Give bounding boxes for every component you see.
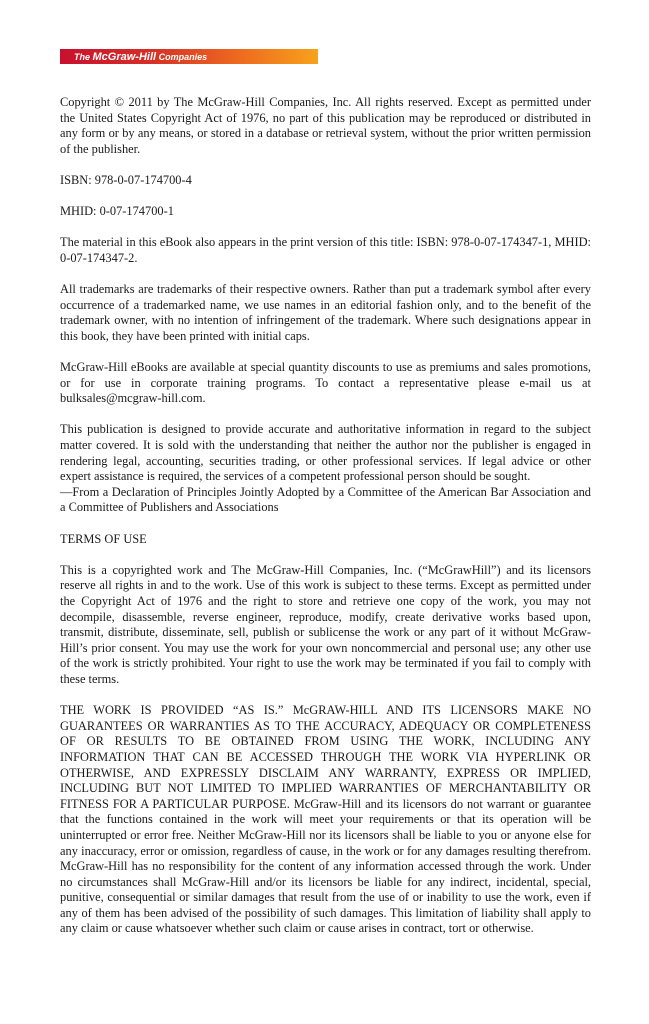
trademarks-paragraph: All trademarks are trademarks of their respective owners. Rather than put a trademark symbol after every occurrence of a trademarked name, we use names in an editorial fashion only, and to the benefit of the trademark owner, with no intention of infringement of the trademark. Where such designations appear in this book, they have been printed with initial caps. [60,282,591,343]
isbn-line: ISBN: 978-0-07-174700-4 [60,172,192,187]
terms-heading: TERMS OF USE [60,531,147,546]
publisher-logo [60,49,318,64]
copyright-page-body [60,95,591,953]
logo-text: The McGraw-Hill Companies [74,51,208,63]
terms-paragraph: This is a copyrighted work and The McGraw-Hill Companies, Inc. (“McGrawHill”) and its licensors reserve all rights in and to the work. Use of this work is subject to these terms. Except as permitted under the Copyright Act of 1976 and the right to store and retrieve one copy of the work, you may not decompile, disassemble, reverse engineer, reproduce, modify, create derivative works based upon, transmit, distribute, disseminate, sell, publish or sublicense the work or any part of it without McGraw-Hill’s prior consent. You may use the work for your own noncommercial and personal use; any other use of the work is strictly prohibited. Your right to use the work may be terminated if you fail to comply with these terms. [60,562,591,686]
mhid-line: MHID: 0-07-174700-1 [60,204,174,219]
disclaimer-paragraph: This publication is designed to provide accurate and authoritative information in regard to the subject matter covered. It is sold with the understanding that neither the author nor the publisher is engaged in rendering legal, accounting, securities trading, or other professional services. If legal advice or other expert assistance is required, the services of a competent professional person should be sought. [60,422,591,484]
discounts-paragraph: McGraw-Hill eBooks are available at special quantity discounts to use as premiums and sales promotions, or for use in corporate training programs. To contact a representative please e-mail us at bulksales@mcgraw-hill.com. [60,360,591,406]
as-is-paragraph: THE WORK IS PROVIDED “AS IS.” McGRAW-HILL AND ITS LICENSORS MAKE NO GUARANTEES OR WARRANTIES AS TO THE ACCURACY, ADEQUACY OR COMPLETENESS OF OR RESULTS TO BE OBTAINED FROM USING THE WORK, INCLUDING ANY INFORMATION THAT CAN BE ACCESSED THROUGH THE WORK VIA HYPERLINK OR OTHERWISE, AND EXPRESSLY DISCLAIM ANY WARRANTY, EXPRESS OR IMPLIED, INCLUDING BUT NOT LIMITED TO IMPLIED WARRANTIES OF MERCHANTABILITY OR FITNESS FOR A PARTICULAR PURPOSE. McGraw-Hill and its licensors do not warrant or guarantee that the functions contained in the work will meet your requirements or that its operation will be uninterrupted or error free. Neither McGraw-Hill nor its licensors shall be liable to you or anyone else for any inaccuracy, error or omission, regardless of cause, in the work or for any damages resulting therefrom. McGraw-Hill has no responsibility for the content of any information accessed through the work. Under no circumstances shall McGraw-Hill and/or its licensors be liable for any indirect, incidental, special, punitive, consequential or similar damages that result from the use of or inability to use the work, even if any of them has been advised of the possibility of such damages. This limitation of liability shall apply to any claim or cause whatsoever whether such claim or cause arises in contract, tort or otherwise. [60,703,591,936]
copyright-paragraph: Copyright © 2011 by The McGraw-Hill Companies, Inc. All rights reserved. Except as permitted under the United States Copyright Act of 1976, no part of this publication may be reproduced or distributed in any form or by any means, or stored in a database or retrieval system, without the prior written permission of the publisher. [60,95,591,156]
print-version-paragraph: The material in this eBook also appears in the print version of this title: ISBN: 978-0-07-174347-1, MHID: 0-07-174347-2. [60,235,591,265]
declaration-paragraph: —From a Declaration of Principles Jointly Adopted by a Committee of the American Bar Association and a Committee of Publishers and Associations [60,484,591,515]
